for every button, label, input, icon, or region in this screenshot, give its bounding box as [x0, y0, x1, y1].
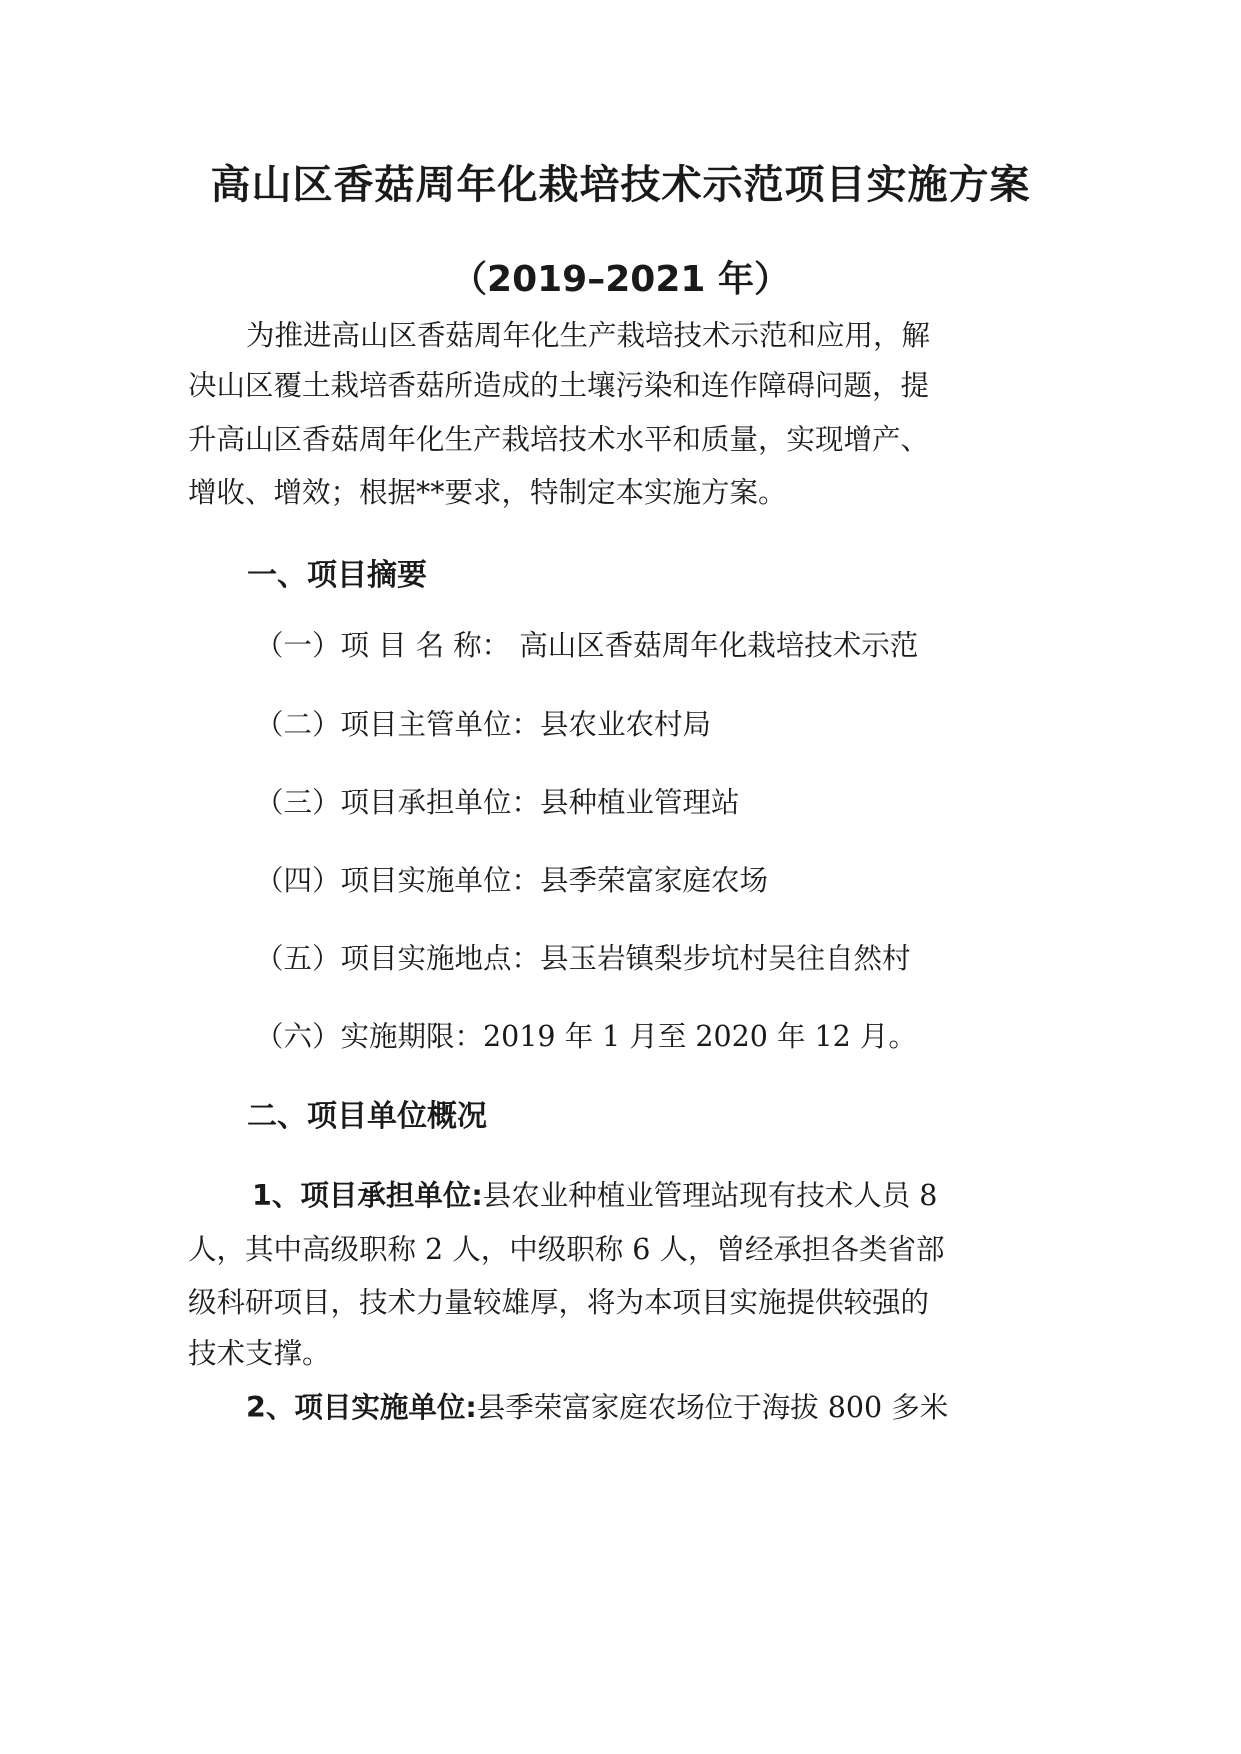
- summary-item-period: （六）实施期限：2019 年 1 月至 2020 年 12 月。: [255, 1020, 917, 1053]
- overview-text-implementer: 县季荣富家庭农场位于海拔 800 多米: [476, 1391, 949, 1424]
- intro-line-3: 升高山区香菇周年化生产栽培技术水平和质量，实现增产、: [188, 423, 930, 456]
- intro-line-4: 增收、增效；根据**要求，特制定本实施方案。: [188, 476, 787, 509]
- overview-label-implementer: 2、项目实施单位:: [246, 1391, 477, 1424]
- summary-item-supervisor: （二）项目主管单位：县农业农村局: [255, 708, 712, 741]
- intro-line-2: 决山区覆土栽培香菇所造成的土壤污染和连作障碍问题，提: [188, 369, 930, 402]
- section-heading-summary: 一、项目摘要: [247, 558, 427, 593]
- overview-paragraph-1-line-1: [252, 1176, 1122, 1216]
- overview-text-undertaker: 县农业种植业管理站现有技术人员 8: [482, 1179, 938, 1212]
- summary-item-name: （一）项 目 名 称： 高山区香菇周年化栽培技术示范: [255, 629, 919, 662]
- overview-paragraph-2-line-1: [246, 1388, 1116, 1428]
- document-title: 高山区香菇周年化栽培技术示范项目实施方案: [210, 162, 1031, 208]
- overview-paragraph-1-line-2: 人，其中高级职称 2 人，中级职称 6 人，曾经承担各类省部: [188, 1233, 945, 1266]
- intro-line-1: 为推进高山区香菇周年化生产栽培技术示范和应用，解: [246, 319, 931, 352]
- document-subtitle: （2019–2021 年）: [451, 259, 790, 300]
- summary-item-undertaker: （三）项目承担单位：县种植业管理站: [255, 786, 740, 819]
- overview-paragraph-1-line-3: 级科研项目，技术力量较雄厚，将为本项目实施提供较强的: [188, 1286, 930, 1319]
- overview-paragraph-1-line-4: 技术支撑。: [188, 1337, 331, 1370]
- section-heading-overview: 二、项目单位概况: [247, 1099, 487, 1134]
- summary-item-implementer: （四）项目实施单位：县季荣富家庭农场: [255, 864, 769, 897]
- summary-item-location: （五）项目实施地点：县玉岩镇梨步坑村吴往自然村: [255, 942, 911, 975]
- overview-label-undertaker: 1、项目承担单位:: [252, 1179, 483, 1212]
